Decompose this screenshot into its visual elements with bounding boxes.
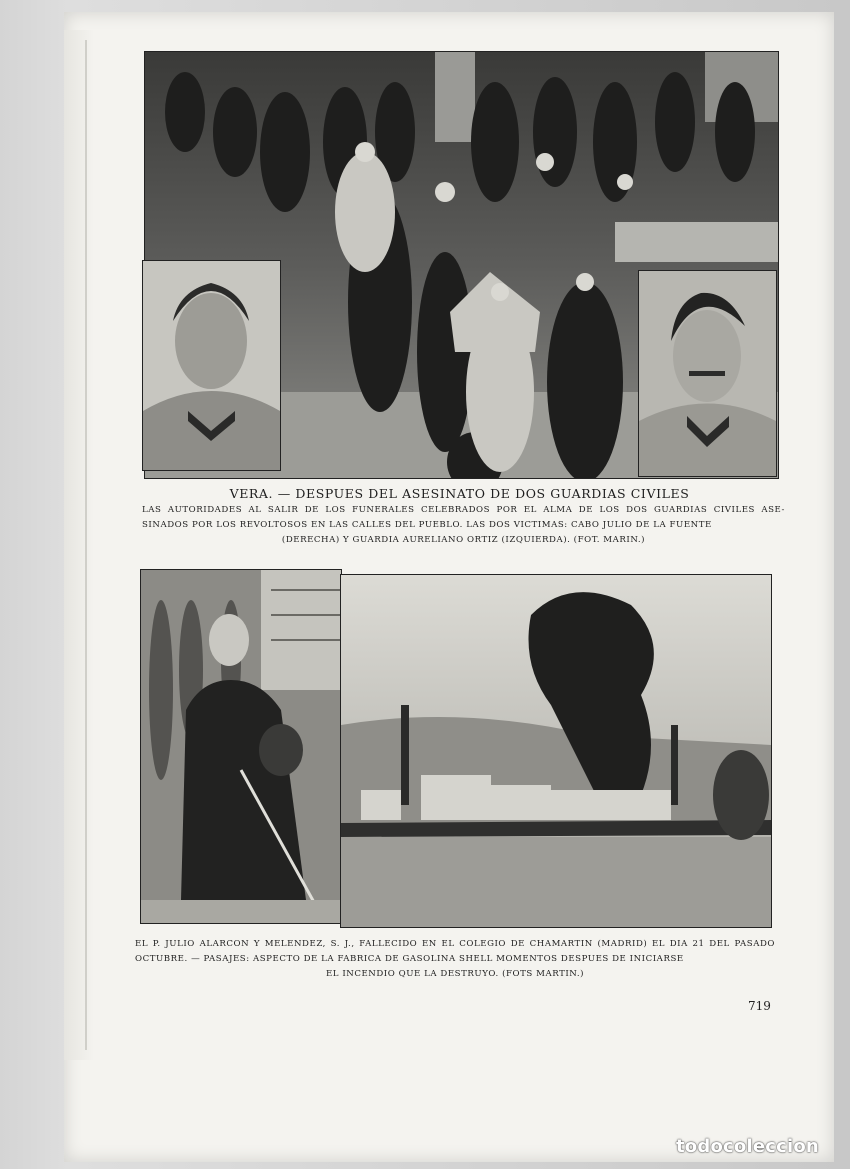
guard-portrait-right (638, 270, 777, 477)
caption-bottom-line-2: PASADO OCTUBRE. — PASAJES: ASPECTO DE LA FABRICA DE GASOLINA SHELL MOMENTOS DESPUES DE INICIARSE (135, 939, 775, 964)
priest-portrait-photo (140, 569, 342, 924)
caption-top-line-3: (DERECHA) Y GUARDIA AURELIANO ORTIZ (IZQUIERDA). (FOT. MARIN.) (281, 535, 646, 545)
page-number: 719 (748, 999, 771, 1013)
caption-bottom-line-1: EL P. JULIO ALARCON Y MELENDEZ, S. J., FALLECIDO EN EL COLEGIO DE CHAMARTIN (MADRID) EL DIA 21 DEL (135, 939, 730, 949)
caption-bottom-line-3: EL INCENDIO QUE LA DESTRUYO. (FOTS MARTIN.) (325, 969, 585, 979)
page-fold (85, 40, 87, 1050)
caption-top-line-2: SINADOS POR LOS REVOLTOSOS EN LAS CALLES DEL PUEBLO. LAS DOS VICTIMAS: CABO JULIO DE LA FUENTE (142, 520, 712, 530)
watermark-logo: todocoleccion (676, 1136, 819, 1157)
factory-fire-photo (340, 574, 772, 928)
caption-top (142, 503, 785, 548)
page-gutter (64, 30, 94, 1060)
headline: VERA. — DESPUES DEL ASESINATO DE DOS GUARDIAS CIVILES (229, 486, 690, 501)
caption-top-line-1: LAS AUTORIDADES AL SALIR DE LOS FUNERALES CELEBRADOS POR EL ALMA DE LOS DOS GUARDIAS CIVILES ASE- (142, 505, 785, 515)
guard-portrait-left (142, 260, 281, 471)
caption-bottom (135, 937, 775, 982)
